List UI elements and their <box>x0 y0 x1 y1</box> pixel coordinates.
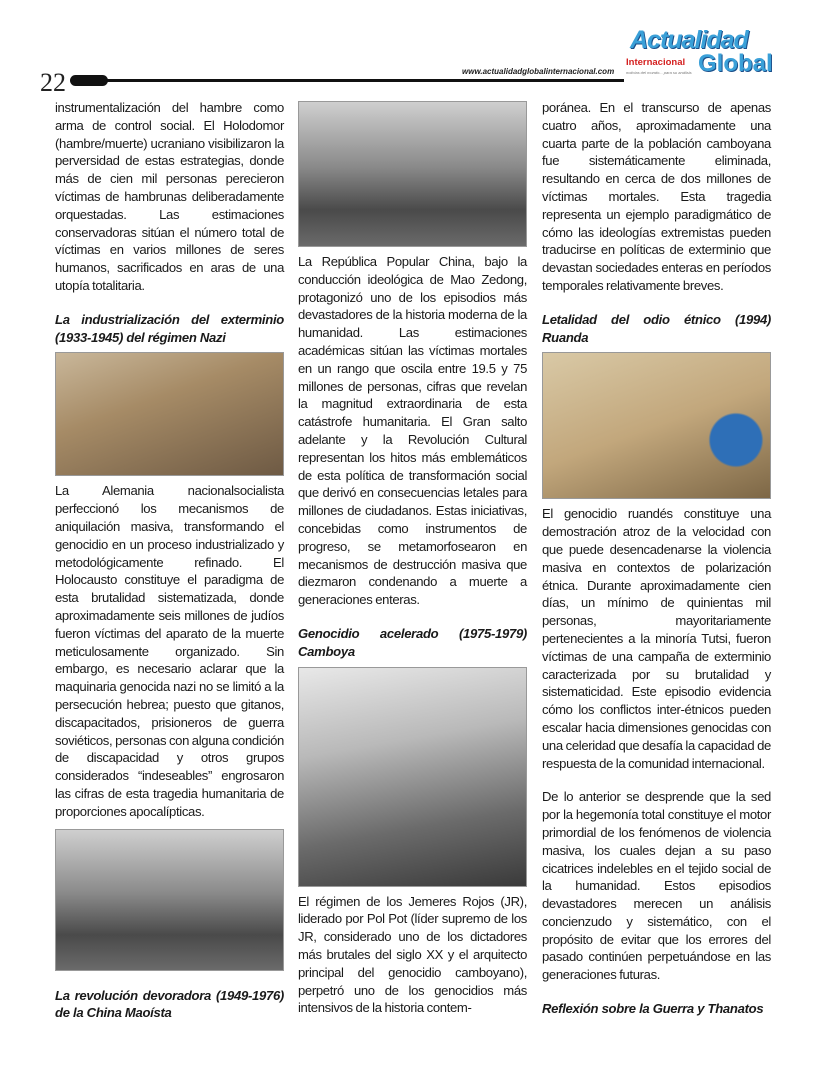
col3-paragraph-3: De lo anterior se desprende que la sed por la hegemonía total constituye el motor primordial de los fenómenos de violencia masiva, los cuales dejan a su paso cicatrices indelebles en el tejido social de la humanidad. Estos episodios devastadores merecen un análisis concienzudo y sistemático, con el propósito de evitar que los errores del pasado continúen perpetuándose en las generaciones futuras. <box>542 789 771 983</box>
header-rule <box>100 79 624 82</box>
logo-tagline: noticias del mundo... para su análisis <box>626 70 692 75</box>
col2-paragraph-1: La República Popular China, bajo la conducción ideológica de Mao Zedong, protagonizó uno de los episodios más devastadores de la historia moderna de la humanidad. Las estimaciones académicas sitúan las víctimas mortales en un rango que oscila entre 19.5 y 75 millones de personas, cifras que revelan la magnitud extraordinaria de esta catástrofe humanitaria. El Gran salto adelante y la Revolución Cultural representan los hitos más emblemáticos de esta política de transformación social que derivó en consecuencias letales para millones de ciudadanos. Estas iniciativas, concebidas como instrumentos de progreso, se metamorfosearon en mecanismos de destrucción masiva que diezmaron condenando a muerte a generaciones enteras. <box>298 254 527 608</box>
section-heading-reflexion: Reflexión sobre la Guerra y Thanatos <box>542 1001 764 1017</box>
photo-chinese-prisoners <box>298 101 527 247</box>
col2-paragraph-2: El régimen de los Jemeres Rojos (JR), liderado por Pol Pot (líder supremo de los JR, considerado uno de los dictadores más brutales del siglo XX y el arquitecto principal del genocidio camboyano), perpetró uno de los genocidios más intensivos de la historia contem- <box>298 893 527 1016</box>
logo-word-global: Global <box>698 50 773 77</box>
section-heading-nazi: La industrialización del exterminio (1933-1945) del régimen Nazi <box>55 311 284 345</box>
photo-camp-victims <box>55 829 284 971</box>
publication-logo <box>626 26 773 78</box>
col3-paragraph-2: El genocidio ruandés constituye una demostración atroz de la velocidad con que puede desencadenarse la violencia masiva en contextos de polarización étnica. Durante aproximadamente cien días, un mínimo de quinientas mil personas, mayoritariamente pertenecientes a la minoría Tutsi, fueron víctimas de una campaña de exterminio caracterizada por su brutalidad y sistematicidad. Este episodio evidencia cómo los conflictos inter-étnicos pueden escalar hacia dimensiones genocidas con una celeridad que desafía la capacidad de respuesta de la comunidad internacional. <box>542 506 771 771</box>
section-heading-cambodia: Genocidio acelerado (1975-1979) Camboya <box>298 625 527 659</box>
section-heading-china: La revolución devoradora (1949-1976) de la China Maoísta <box>55 987 284 1021</box>
col1-paragraph-1: instrumentalización del hambre como arma de control social. El Holodomor (hambre/muerte) ucraniano visibilizaron la perversidad de estas estrategias, donde más de cien mil personas perecieron víctimas de hambrunas deliberadamente orquestadas. Las estimaciones conservadoras sitúan el número total de víctimas en varios millones de seres humanos, sacrificados en aras de una utopía totalitaria. <box>55 100 284 293</box>
column-3 <box>542 99 771 1022</box>
site-url[interactable]: www.actualidadglobalinternacional.com <box>462 67 615 76</box>
col1-paragraph-2: La Alemania nacionalsocialista perfeccionó los mecanismos de aniquilación masiva, transformando el genocidio en un proceso industrializado y metodológicamente refinado. El Holocausto constituye el paradigma de esta brutalidad sistematizada, donde aproximadamente seis millones de judíos fueron víctimas del aparato de la muerte meticulosamente organizado. Sin embargo, es necesario aclarar que la maquinaria genocida nazi no se limitó a la persecución hebrea; puesto que gitanos, discapacitados, prisioneros de guerra soviéticos, personas con alguna condición de discapacidad y otros grupos considerados “indeseables” engrosaron las cifras de esta tragedia humanitaria de proporciones apocalípticas. <box>55 483 284 819</box>
photo-concentration-camp-prisoners <box>55 352 284 476</box>
logo-word-internacional: Internacional <box>626 57 686 68</box>
column-1 <box>55 99 284 1026</box>
page-number: 22 <box>40 68 66 97</box>
section-heading-rwanda: Letalidad del odio étnico (1994) Ruanda <box>542 311 771 345</box>
col3-paragraph-1: poránea. En el transcurso de apenas cuatro años, aproximadamente una cuarta parte de la población camboyana fue sistemáticamente eliminada, resultando en cerca de dos millones de víctimas mortales. Esta tragedia representa un ejemplo paradigmático de cómo las ideologías extremistas pueden traducirse en políticas de exterminio que devastan sociedades enteras en períodos temporales relativamente breves. <box>542 100 771 293</box>
logo-word-actualidad: Actualidad <box>630 26 748 54</box>
photo-khmer-rouge-soldier <box>298 667 527 887</box>
photo-rwanda-skulls <box>542 352 771 499</box>
column-2 <box>298 99 527 1023</box>
